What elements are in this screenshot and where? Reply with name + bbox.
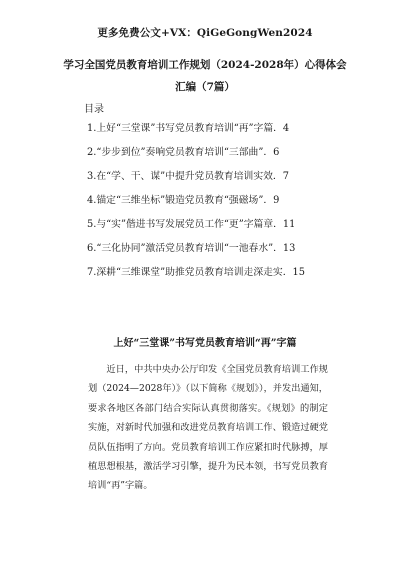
toc-item[interactable]: 1.上好“三堂课”书写党员教育培训“再”字篇．4 bbox=[87, 123, 290, 134]
body-paragraph: 近日，中共中央办公厅印发《全国党员教育培训工作规划（2024—2028年）》（以下简称《规划》），并发出通知，要求各地区各部门结合实际认真贯彻落实。《规划》的制定实施，对新时代加强和改进党员教育培训工作、锻造过硬党员队伍指明了方向。党员教育培训工作应紧扣时代脉搏，厚植思想根基，激活学习引擎，提升为民本领，书写党员教育培训“再”字篇。 bbox=[88, 364, 328, 492]
section-title: 上好“三堂课”书写党员教育培训“再”字篇 bbox=[113, 338, 297, 349]
toc-item[interactable]: 4.锚定“三维坐标”锻造党员教育“强磁场”．9 bbox=[87, 195, 280, 206]
toc-item[interactable]: 5.与“实”偕进书写发展党员工作“更”字篇章．11 bbox=[87, 219, 296, 230]
toc-item[interactable]: 2.“步步到位”奏响党员教育培训“三部曲”．6 bbox=[87, 147, 280, 158]
toc-item[interactable]: 7.深耕“三维课堂”助推党员教育培训走深走实．15 bbox=[87, 267, 305, 278]
promo-banner: 更多免费公文+VX：QiGeGongWen2024 bbox=[97, 27, 313, 39]
toc-item[interactable]: 3.在“学、干、谋”中提升党员教育培训实效．7 bbox=[87, 171, 289, 182]
toc-heading: 目录 bbox=[84, 104, 104, 115]
document-title-line-2: 汇编（7篇） bbox=[175, 81, 235, 93]
document-title-line-1: 学习全国党员教育培训工作规划（2024-2028年）心得体会 bbox=[63, 59, 347, 71]
toc-item[interactable]: 6.“三化协同”激活党员教育培训“一池春水”．13 bbox=[87, 243, 296, 254]
